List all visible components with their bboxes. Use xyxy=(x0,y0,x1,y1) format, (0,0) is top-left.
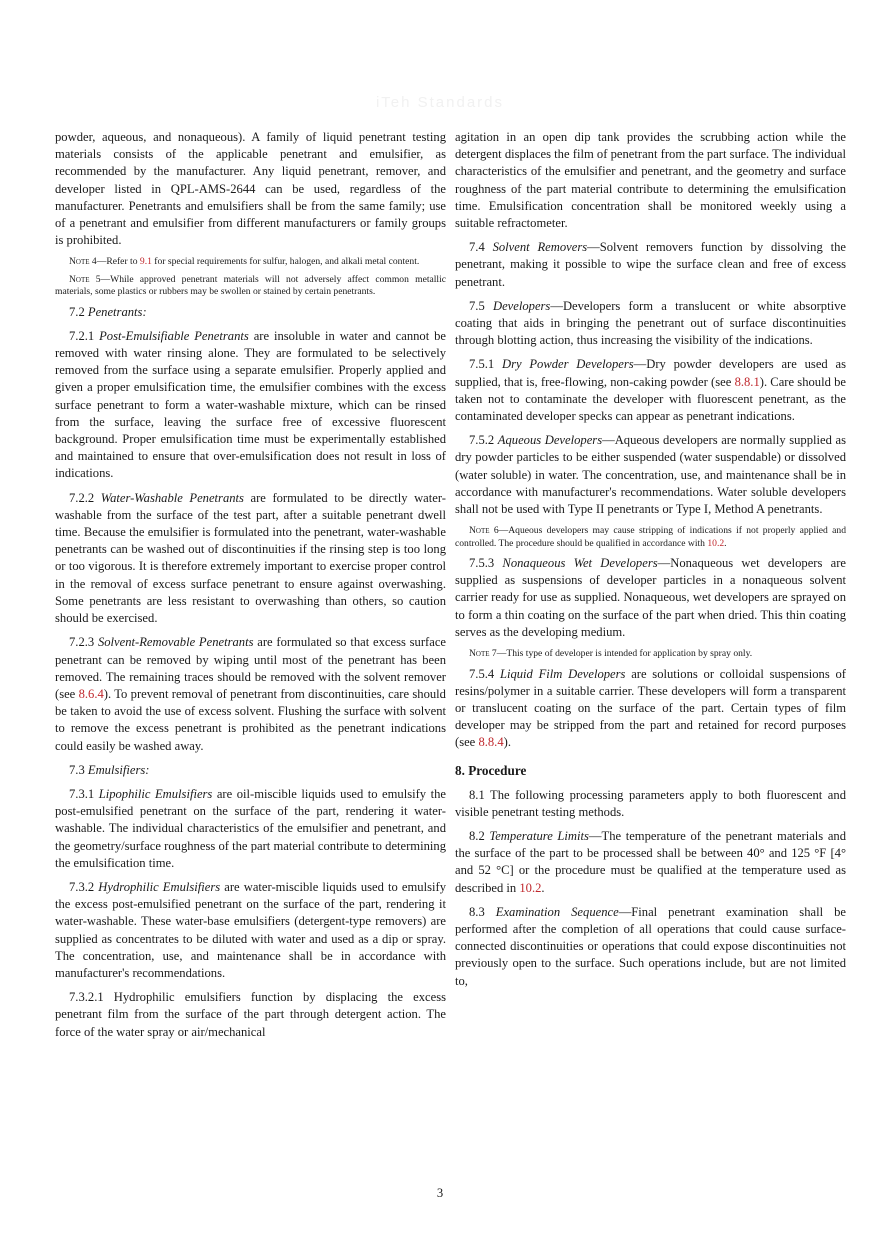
ref-link[interactable]: 10.2 xyxy=(707,537,725,549)
section-8-1: 8.1 The following processing parameters apply to both fluorescent and visible penetrant testing methods. xyxy=(455,787,846,819)
section-7-5: 7.5 Developers—Developers form a translucent or white absorptive coating that aids in bringing the penetrant out of surface discontinuities through blotting action, thus increasing the visibility of the indications. xyxy=(455,298,846,348)
section-7-4: 7.4 Solvent Removers—Solvent removers function by dissolving the penetrant, making it possible to wipe the surface clean and free of excess penetrant. xyxy=(455,240,846,289)
section-7-5-2: 7.5.2 Aqueous Developers—Aqueous developers are normally supplied as dry powder particles to be either suspended (water suspendable) or dissolved (water soluble) in water. The concentration, use, and maintenance shall be in accordance with manufacturer's recommendations. Water soluble developers shall not be used with Type II penetrants or Type I, Method A penetrants. xyxy=(455,433,846,517)
section-7-5-4: 7.5.4 Liquid Film Developers are solutions or colloidal suspensions of resins/polymer in a suitable carrier. These developers will form a transparent or translucent coating on the surface of the part. Certain types of film developer may be stripped from the part and retained for record purposes (see 8.8.4). xyxy=(455,666,846,750)
section-7-3-2: 7.3.2 Hydrophilic Emulsifiers are water-miscible liquids used to emulsify the excess post-emulsified penetrant on the surface of the part, rendering it water-washable. These water-base emulsifiers (detergent-type removers) are supplied as concentrates to be diluted with water and used as a dip or spray. The concentration, use, and maintenance shall be in accordance with manufacturer's recommendations. xyxy=(55,879,446,980)
note-6: Note 6—Aqueous developers may cause stripping of indications if not properly applied and controlled. The procedure should be qualified in accordance with 10.2. xyxy=(455,525,846,549)
note-7: Note 7—This type of developer is intended for application by spray only. xyxy=(469,648,753,660)
section-7-2-3: 7.2.3 Solvent-Removable Penetrants are formulated so that excess surface penetrant can be removed by wiping until most of the penetrant has been removed. The remaining traces should be removed with the solvent remover (see 8.6.4). To prevent removal of penetrant from discontinuities, care should be taken to avoid the use of excess solvent. Flushing the surface with solvent to remove the excess penetrant is prohibited as the penetrant indications could easily be washed away. xyxy=(55,635,446,753)
section-8-2: 8.2 Temperature Limits—The temperature of the penetrant materials and the surface of the part to be processed shall be between 40° and 125 °F [4° and 52 °C] or the procedure must be qualified at the temperature used as described in 10.2. xyxy=(455,828,846,895)
section-heading-procedure: 8. Procedure xyxy=(455,762,527,778)
note-4: Note 4—Refer to 9.1 for special requirements for sulfur, halogen, and alkali metal content. xyxy=(69,256,420,268)
paragraph-continuation: agitation in an open dip tank provides the scrubbing action while the detergent displaces the film of penetrant from the part surface. The individual characteristics of the emulsifier and penetrant, and the geometry and surface roughness of the part material contribute to determining the emulsification time. Emulsification concentration shall be monitored weekly using a suitable refractometer. xyxy=(455,130,846,231)
section-7-3-1: 7.3.1 Lipophilic Emulsifiers are oil-miscible liquids used to emulsify the post-emulsified penetrant on the surface of the part, rendering it water-washable. The individual characteristics of the emulsifier and penetrant, and the geometry/surface roughness of the part material contribute to determining the emulsification time. xyxy=(55,786,446,870)
section-7-2-1: 7.2.1 Post-Emulsifiable Penetrants are insoluble in water and cannot be removed with water rinsing alone. They are formulated to be selectively removed from the surface using a separate emulsifier. Properly applied and given a proper emulsification time, the emulsifier combines with the excess surface penetrant to form a water-washable mixture, which can be rinsed from the surface, leaving the surface free of excessive fluorescent background. Proper emulsification time must be experimentally established and maintained to ensure that over-emulsification does not result in loss of indications. xyxy=(55,328,446,481)
section-8-3: 8.3 Examination Sequence—Final penetrant examination shall be performed after the completion of all operations that could cause surface-connected discontinuities or operations that could expose discontinuities not previously open to the surface. Such operations include, but are not limited to, xyxy=(455,904,846,988)
note-5: Note 5—While approved penetrant materials will not adversely affect common metallic materials, some plastics or rubbers may be swollen or stained by certain penetrants. xyxy=(55,273,447,298)
right-column xyxy=(455,129,846,997)
page-number: 3 xyxy=(436,1186,444,1200)
ref-link[interactable]: 8.8.4 xyxy=(478,735,504,750)
section-7-2-2: 7.2.2 Water-Washable Penetrants are formulated to be directly water-washable from the surface of the test part, after a suitable penetrant dwell time. Because the emulsifier is formulated into the penetrant, water-washable penetrants can be washed out of discontinuities if the rinsing step is too long or too vigorous. It is therefore extremely important to exercise proper control in the removal of excess surface penetrant to ensure against overwashing. Some penetrants are less resistant to overwashing than others, so caution should be exercised. xyxy=(55,490,446,626)
section-7-3: 7.3 Emulsifiers: xyxy=(69,762,150,777)
ref-link[interactable]: 8.6.4 xyxy=(78,686,104,701)
ref-link[interactable]: 9.1 xyxy=(139,256,152,268)
ref-link[interactable]: 10.2 xyxy=(519,880,542,895)
watermark: iTeh Standards xyxy=(375,94,505,111)
ref-link[interactable]: 8.8.1 xyxy=(734,374,760,389)
left-column xyxy=(55,129,446,1048)
section-7-5-1: 7.5.1 Dry Powder Developers—Dry powder developers are used as supplied, that is, free-flowing, non-caking powder (see 8.8.1). Care should be taken not to contaminate the developer with fluorescent penetrant, as the contaminated developer specks can appear as penetrant indications. xyxy=(455,357,846,424)
section-7-2: 7.2 Penetrants: xyxy=(69,304,147,319)
section-7-5-3: 7.5.3 Nonaqueous Wet Developers—Nonaqueous wet developers are supplied as suspensions of developer particles in a nonaqueous solvent carrier ready for use as supplied. Nonaqueous, wet developers are sprayed on to form a thin coating on the surface of the part when dried. This thin coating serves as the developing medium. xyxy=(455,556,846,639)
paragraph-continuation: powder, aqueous, and nonaqueous). A family of liquid penetrant testing materials consists of the applicable penetrant and emulsifier, as recommended by the manufacturer. Any liquid penetrant, remover, and developer listed in QPL-AMS-2644 can be used, regardless of the manufacturer. Penetrants and emulsifiers shall be from the same family; use of a penetrant and emulsifier from different manufacturers or family groups is prohibited. xyxy=(55,130,446,248)
section-7-3-2-1: 7.3.2.1 Hydrophilic emulsifiers function by displacing the excess penetrant film from the surface of the part through detergent action. The force of the water spray or air/mechanical xyxy=(55,990,446,1039)
